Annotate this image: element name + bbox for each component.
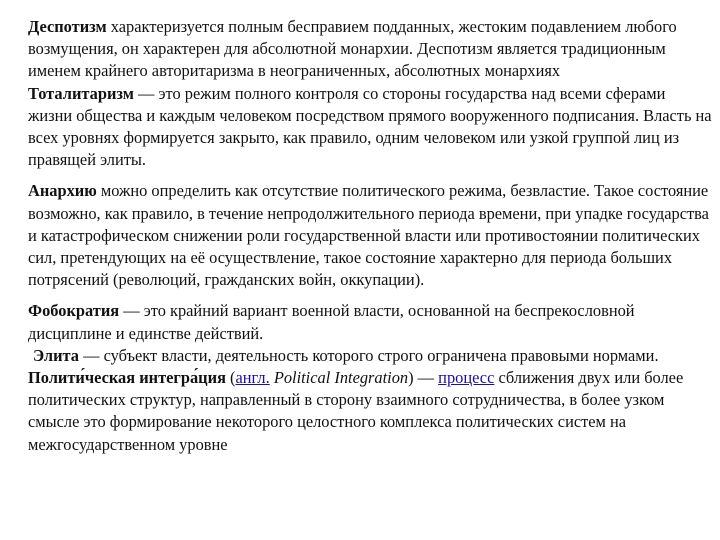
definition-totalitarianism: — это режим полного контроля со стороны государства над всеми сферами жизни общества и каждым человеком посредством прямого вооруженного подписания. Власть на всех уровнях формируется закрыто, как правило, одним человеком или узкой группой лиц из правящей элиты. [28,83,712,170]
definition-despotism: характеризуется полным бесправием подданных, жестоким подавлением любого возмущения, он характерен для абсолютной монархии. Деспотизм является традиционным именем крайнего авторитаризма в неограниченных, абсолютных монархиях [28,17,677,81]
term-totalitarianism: Тоталитаризм [28,83,134,103]
document-body [28,16,712,456]
link-process[interactable]: процесс [438,368,495,388]
integration-open-paren: ( [225,368,236,388]
term-anarchy: Анархию [28,181,97,201]
definition-elite: — субъект власти, деятельность которого строго ограничена правовыми нормами. [79,345,659,365]
english-term: Political Integration [269,368,409,388]
term-integration: Полити́ческая интегра́ция [28,368,226,388]
link-english-abbrev[interactable]: англ. [235,368,270,388]
definition-phobocracy: — это крайний вариант военной власти, основанной на беспрекословной дисциплине и единстве действий. [28,301,635,343]
paragraph-anarchy [28,180,712,291]
definition-integration: сближения двух или более политических структур, направленный в сторону взаимного сотрудничества, в более узком смысле это формирование некоторого целостного комплекса политических систем на межгосударственном уровне [28,368,684,454]
term-elite: Элита [33,345,79,365]
paragraph-totalitarianism [28,83,712,172]
definition-anarchy: можно определить как отсутствие политического режима, безвластие. Такое состояние возможно, как правило, в течение непродолжительного периода времени, при упадке государства и катастрофическом снижении роли государственной власти или противостоянии политических сил, претендующих на её осуществление, такое состояние характерно для периода больших потрясений (революций, гражданских войн, оккупации). [28,181,709,290]
paragraph-despotism [28,16,712,83]
term-despotism: Деспотизм [28,17,107,36]
term-phobocracy: Фобократия [28,301,120,321]
paragraph-integration [28,367,712,456]
paragraph-phobocracy [28,300,712,344]
integration-mid-text: ) — [408,368,439,388]
paragraph-elite [28,345,712,367]
